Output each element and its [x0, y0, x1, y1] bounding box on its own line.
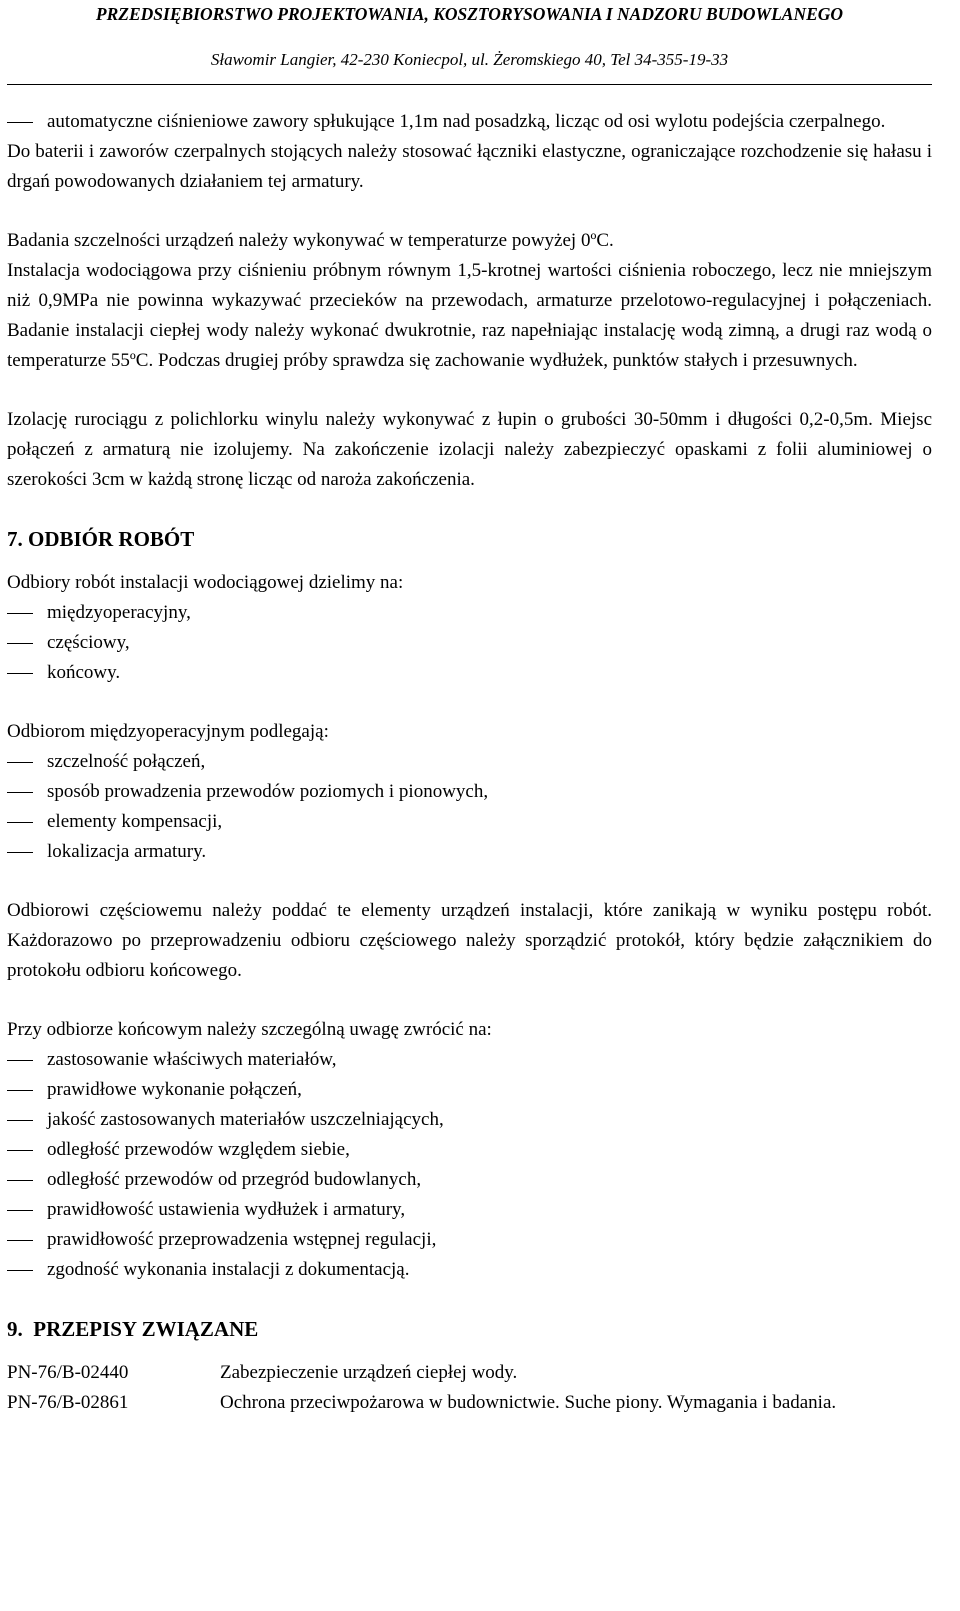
list-item	[7, 837, 932, 867]
list-item-text: elementy kompensacji,	[47, 811, 223, 832]
list-item-text: sposób prowadzenia przewodów poziomych i pionowych,	[47, 781, 489, 802]
regulations-table	[7, 1358, 932, 1418]
dash-bullet-icon	[7, 122, 33, 123]
list-item-text: odległość przewodów od przegród budowlanych,	[47, 1169, 422, 1190]
final-acceptance-list	[7, 1045, 932, 1285]
dash-bullet-icon	[7, 792, 33, 793]
dash-bullet-icon	[7, 822, 33, 823]
acceptance-intro: Odbiory robót instalacji wodociągowej dzielimy na:	[7, 572, 404, 593]
list-item-text: zgodność wykonania instalacji z dokumentacją.	[47, 1259, 410, 1280]
list-item	[7, 747, 932, 777]
dash-bullet-icon	[7, 1090, 33, 1091]
dash-bullet-icon	[7, 852, 33, 853]
list-item	[7, 107, 932, 137]
dash-bullet-icon	[7, 1210, 33, 1211]
paragraph-elastic-connectors: Do baterii i zaworów czerpalnych stojących należy stosować łączniki elastyczne, ograniczające rozchodzenie się hałasu i drgań powodowanych działaniem tej armatury.	[7, 141, 932, 192]
dash-bullet-icon	[7, 673, 33, 674]
list-item-text: szczelność połączeń,	[47, 751, 206, 772]
list-item-text: międzyoperacyjny,	[47, 602, 191, 623]
interoperational-list	[7, 747, 932, 867]
list-item	[7, 628, 932, 658]
list-item	[7, 1195, 932, 1225]
list-item-text: prawidłowe wykonanie połączeń,	[47, 1079, 302, 1100]
tests-block	[7, 226, 932, 376]
list-item	[7, 598, 932, 628]
dash-bullet-icon	[7, 1270, 33, 1271]
flush-valves-block	[7, 107, 932, 197]
final-acceptance-intro: Przy odbiorze końcowym należy szczególną uwagę zwrócić na:	[7, 1019, 492, 1040]
regulation-code: PN-76/B-02861	[7, 1392, 129, 1413]
final-acceptance-block	[7, 1015, 932, 1285]
list-item-text: zastosowanie właściwych materiałów,	[47, 1049, 337, 1070]
dash-bullet-icon	[7, 1180, 33, 1181]
list-item	[7, 1135, 932, 1165]
list-item	[7, 658, 932, 688]
paragraph-tests-temperature: Badania szczelności urządzeń należy wykonywać w temperaturze powyżej 0ºC.	[7, 230, 614, 251]
page-header	[7, 0, 932, 85]
list-item	[7, 807, 932, 837]
dash-bullet-icon	[7, 1060, 33, 1061]
list-item	[7, 777, 932, 807]
regulation-row	[7, 1388, 932, 1418]
regulation-description: Zabezpieczenie urządzeń ciepłej wody.	[220, 1362, 518, 1383]
list-item-text: prawidłowość ustawienia wydłużek i armatury,	[47, 1199, 406, 1220]
list-item	[7, 1105, 932, 1135]
regulation-row	[7, 1358, 932, 1388]
dash-bullet-icon	[7, 1240, 33, 1241]
list-item-text: odległość przewodów względem siebie,	[47, 1139, 350, 1160]
document-page	[7, 0, 932, 1418]
list-item	[7, 1165, 932, 1195]
list-item	[7, 1075, 932, 1105]
regulation-description: Ochrona przeciwpożarowa w budownictwie. Suche piony. Wymagania i badania.	[220, 1392, 837, 1413]
interoperational-block	[7, 717, 932, 867]
dash-list	[7, 107, 932, 137]
acceptance-types-list	[7, 598, 932, 688]
regulation-code: PN-76/B-02440	[7, 1362, 129, 1383]
list-item-text: częściowy,	[47, 632, 130, 653]
interoperational-intro: Odbiorom międzyoperacyjnym podlegają:	[7, 721, 329, 742]
dash-bullet-icon	[7, 1150, 33, 1151]
list-item-text: końcowy.	[47, 662, 121, 683]
list-item	[7, 1225, 932, 1255]
section-heading-regulations: 9. PRZEPISY ZWIĄZANE	[7, 1317, 259, 1341]
dash-bullet-icon	[7, 643, 33, 644]
list-item-text: prawidłowość przeprowadzenia wstępnej regulacji,	[47, 1229, 437, 1250]
company-address: Sławomir Langier, 42-230 Koniecpol, ul. Żeromskiego 40, Tel 34-355-19-33	[210, 50, 729, 69]
header-divider	[7, 84, 932, 85]
dash-bullet-icon	[7, 1120, 33, 1121]
section-heading-acceptance: 7. ODBIÓR ROBÓT	[7, 527, 195, 551]
paragraph-insulation: Izolację rurociągu z polichlorku winylu należy wykonywać z łupin o grubości 30-50mm i długości 0,2-0,5m. Miejsc połączeń z armaturą nie izolujemy. Na zakończenie izolacji należy zabezpieczyć opaskami z folii aluminiowej o szerokości 3cm w każdą stronę licząc od naroża zakończenia.	[7, 409, 932, 490]
list-item-text: jakość zastosowanych materiałów uszczelniających,	[47, 1109, 444, 1130]
paragraph-partial-acceptance: Odbiorowi częściowemu należy poddać te elementy urządzeń instalacji, które zanikają w wyniku postępu robót. Każdorazowo po przeprowadzeniu odbioru częściowego należy sporządzić protokół, który będzie załącznikiem do protokołu odbioru końcowego.	[7, 900, 932, 981]
list-item-text: lokalizacja armatury.	[47, 841, 207, 862]
acceptance-types-block	[7, 568, 932, 688]
list-item	[7, 1045, 932, 1075]
company-name: PRZEDSIĘBIORSTWO PROJEKTOWANIA, KOSZTORYSOWANIA I NADZORU BUDOWLANEGO	[95, 4, 844, 24]
list-item	[7, 1255, 932, 1285]
document-body	[7, 107, 932, 1418]
list-item-text: automatyczne ciśnieniowe zawory spłukujące 1,1m nad posadzką, licząc od osi wylotu podejścia czerpalnego.	[47, 111, 886, 132]
dash-bullet-icon	[7, 613, 33, 614]
paragraph-pressure-test: Instalacja wodociągowa przy ciśnieniu próbnym równym 1,5-krotnej wartości ciśnienia roboczego, lecz nie mniejszym niż 0,9MPa nie powinna wykazywać przecieków na przewodach, armaturze przelotowo-regulacyjnej i połączeniach. Badanie instalacji ciepłej wody należy wykonać dwukrotnie, raz napełniając instalację wodą zimną, a drugi raz wodą o temperaturze 55ºC. Podczas drugiej próby sprawdza się zachowanie wydłużek, punktów stałych i przesuwnych.	[7, 260, 932, 371]
dash-bullet-icon	[7, 762, 33, 763]
